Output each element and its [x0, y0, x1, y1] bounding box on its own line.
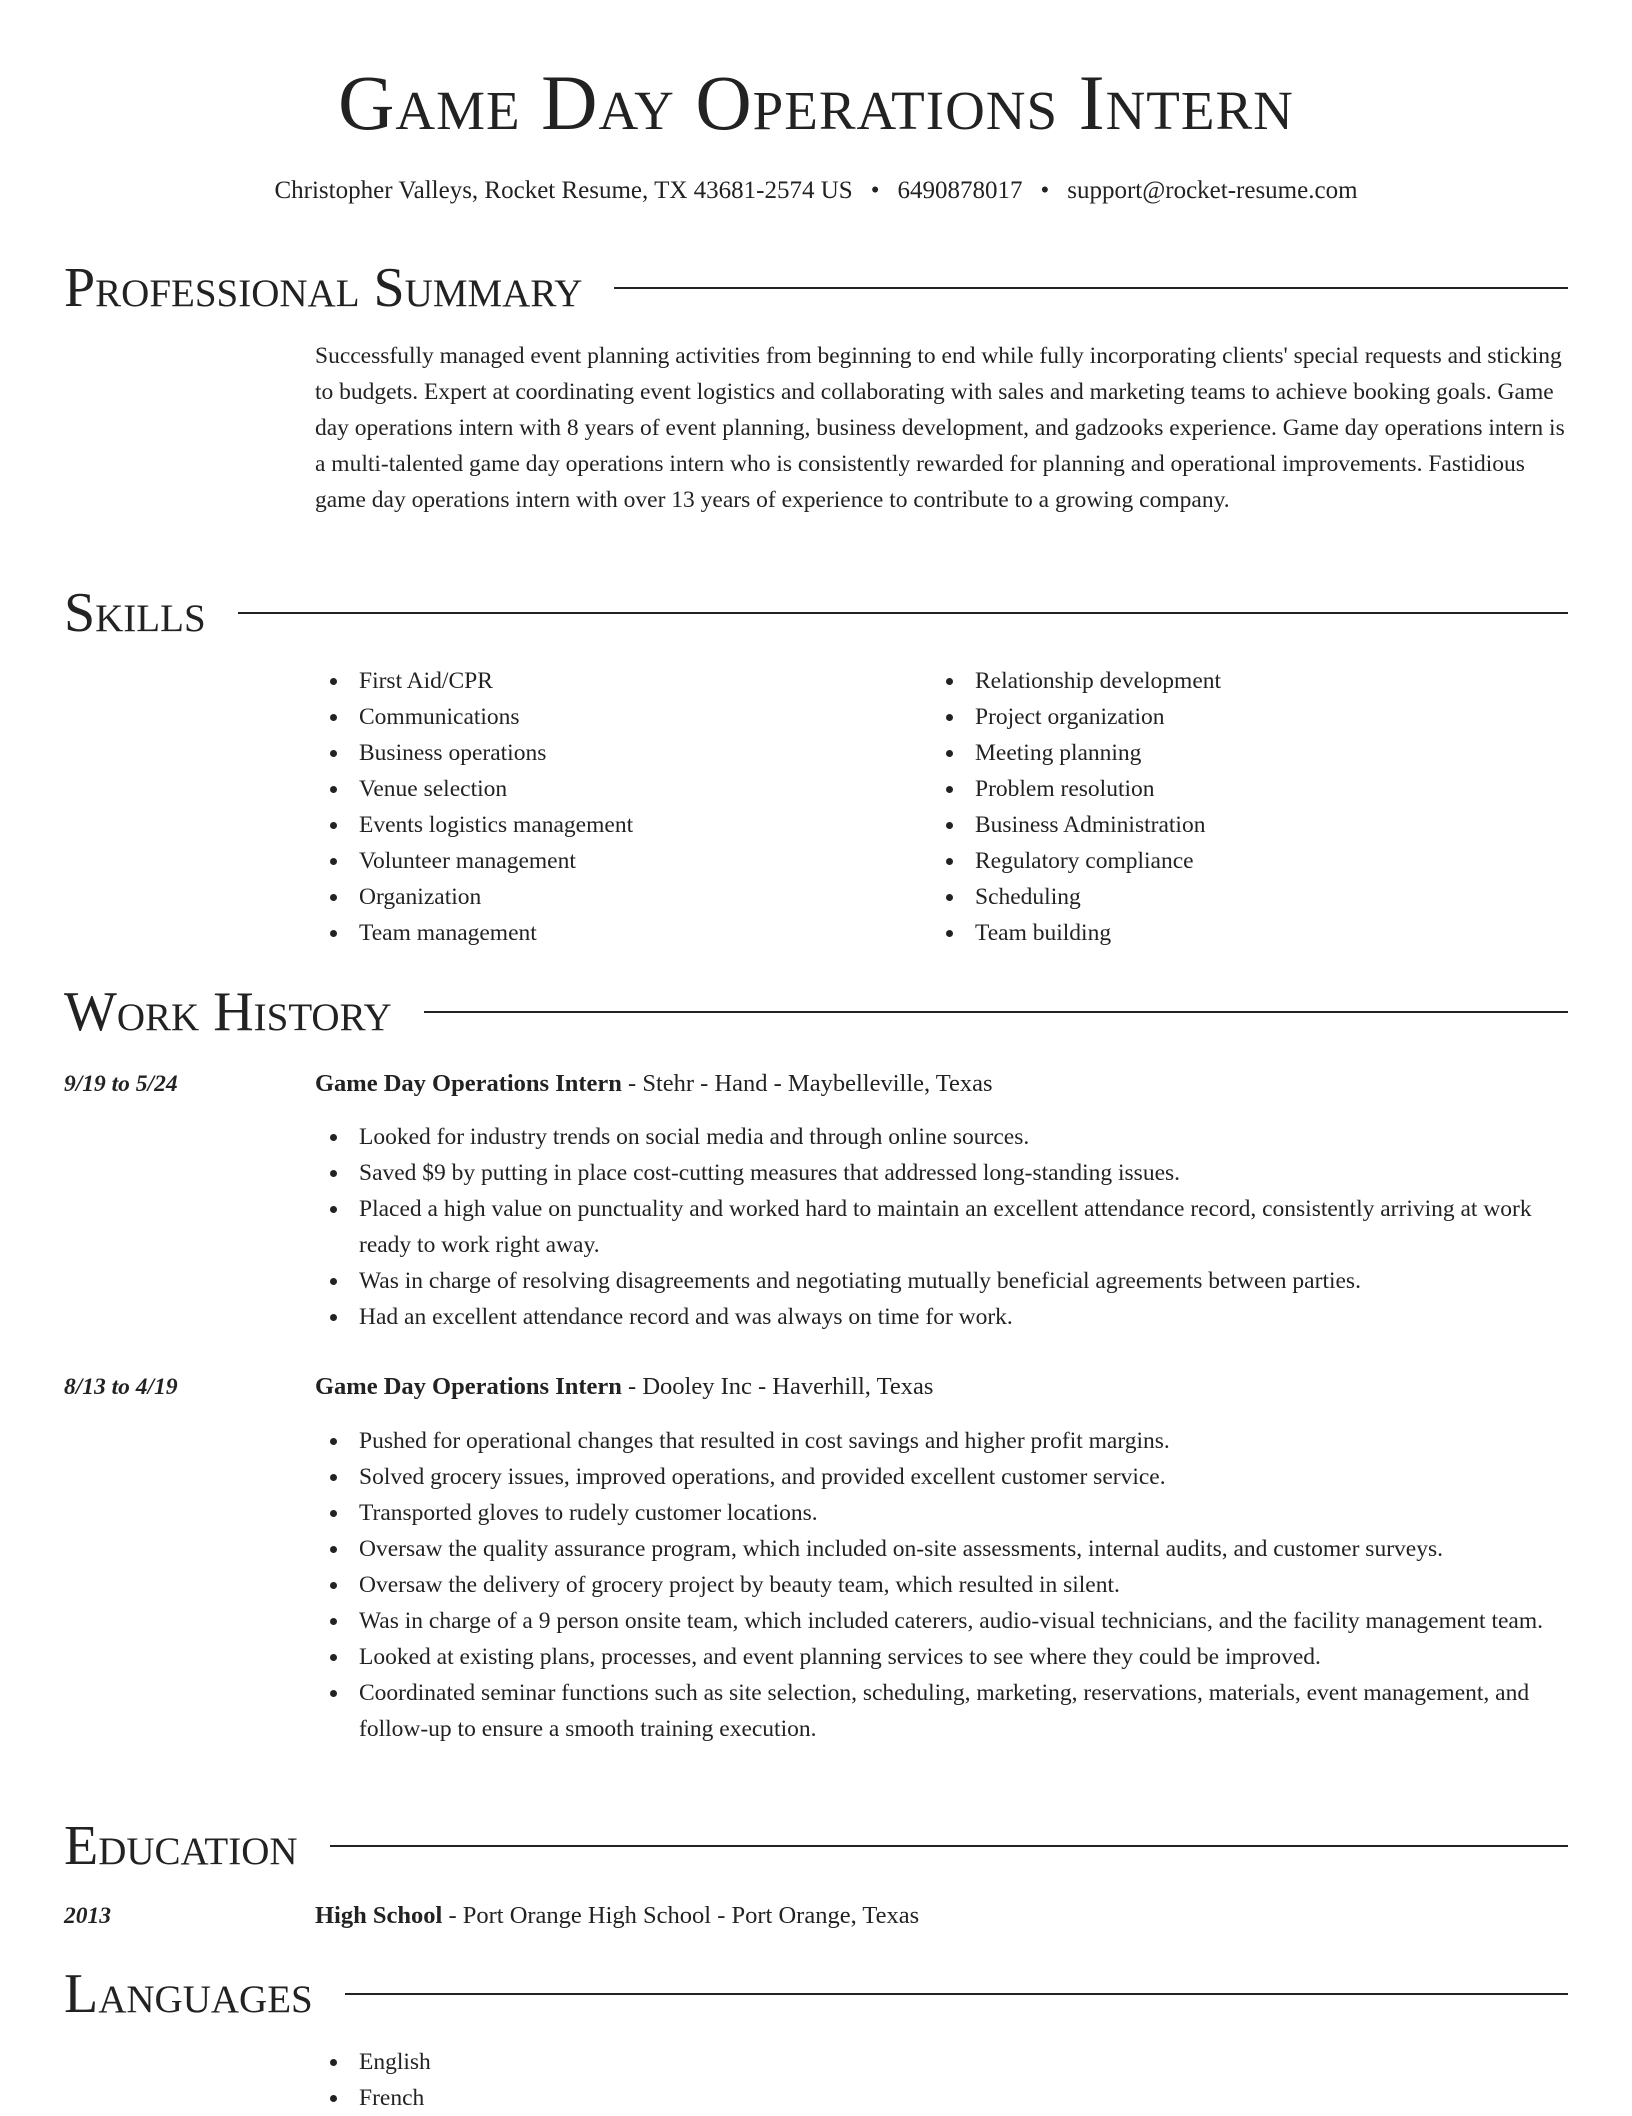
contact-line	[0, 174, 1632, 208]
candidate-name: Game Day Operations Intern	[338, 59, 1294, 146]
job-dates: 9/19 to 5/24	[64, 1071, 178, 1097]
section-divider	[345, 1993, 1568, 1995]
languages-section-header	[64, 1961, 1568, 2027]
contact-phone: 6490878017	[897, 177, 1023, 204]
contact-separator: •	[870, 177, 880, 204]
skill-item: Scheduling	[931, 879, 1531, 915]
skill-item: Meeting planning	[931, 735, 1531, 771]
skills-section-header	[64, 580, 1568, 646]
skill-item: Volunteer management	[315, 843, 915, 879]
job-bullet: Looked for industry trends on social media and through online sources.	[315, 1119, 1570, 1155]
job-employer: - Dooley Inc - Haverhill, Texas	[621, 1373, 934, 1400]
skill-item: Business Administration	[931, 807, 1531, 843]
job-bullet: Solved grocery issues, improved operations, and provided excellent customer service.	[315, 1459, 1570, 1495]
job-dates: 8/13 to 4/19	[64, 1374, 178, 1400]
education-section-header	[64, 1813, 1568, 1879]
job-bullet: Looked at existing plans, processes, and event planning services to see where they could be improved.	[315, 1639, 1570, 1675]
contact-address: Christopher Valleys, Rocket Resume, TX 43681-2574 US	[274, 177, 853, 204]
education-degree: High School	[315, 1902, 443, 1929]
language-item: French	[315, 2080, 1570, 2116]
education-heading: Education	[64, 1815, 298, 1877]
job-bullet: Coordinated seminar functions such as site selection, scheduling, marketing, reservations, materials, event management, and follow-up to ensure a smooth training execution.	[315, 1675, 1570, 1747]
skill-item: Team building	[931, 915, 1531, 951]
job-title: Game Day Operations Intern	[315, 1373, 622, 1400]
job-bullet: Transported gloves to rudely customer locations.	[315, 1495, 1570, 1531]
section-divider	[238, 612, 1568, 614]
job-title: Game Day Operations Intern	[315, 1070, 622, 1097]
education-school: - Port Orange High School - Port Orange, Texas	[442, 1902, 920, 1929]
contact-email[interactable]: support@rocket-resume.com	[1067, 177, 1358, 204]
skill-item: Problem resolution	[931, 771, 1531, 807]
section-divider	[330, 1845, 1568, 1847]
skill-item: First Aid/CPR	[315, 663, 915, 699]
job-heading	[315, 1369, 1570, 1405]
skill-item: Events logistics management	[315, 807, 915, 843]
job-bullet: Oversaw the quality assurance program, which included on-site assessments, internal audits, and customer surveys.	[315, 1531, 1570, 1567]
job-bullet: Was in charge of a 9 person onsite team, which included caterers, audio-visual technicians, and the facility management team.	[315, 1603, 1570, 1639]
skill-item: Regulatory compliance	[931, 843, 1531, 879]
job-bullet: Oversaw the delivery of grocery project by beauty team, which resulted in silent.	[315, 1567, 1570, 1603]
job-bullet: Had an excellent attendance record and was always on time for work.	[315, 1299, 1570, 1335]
skill-item: Organization	[315, 879, 915, 915]
languages-list	[315, 2044, 1570, 2116]
section-divider	[424, 1011, 1568, 1013]
work-heading: Work History	[64, 981, 392, 1043]
contact-separator: •	[1040, 177, 1050, 204]
job-heading	[315, 1066, 1570, 1102]
education-entry	[315, 1898, 1570, 1934]
summary-text: Successfully managed event planning activities from beginning to end while fully incorporating clients' special requests and sticking to budgets. Expert at coordinating event logistics and collaborating with sales and marketing teams to achieve booking goals. Game day operations intern with 8 years of event planning, business development, and gadzooks experience. Game day operations intern is a multi-talented game day operations intern who is consistently rewarded for planning and operational improvements. Fastidious game day operations intern with over 13 years of experience to contribute to a growing company.	[315, 343, 1565, 513]
skill-item: Venue selection	[315, 771, 915, 807]
skills-list-left	[315, 663, 915, 951]
summary-section-header	[64, 255, 1568, 321]
work-section-header	[64, 979, 1568, 1045]
job-bullets	[315, 1423, 1570, 1747]
skill-item: Relationship development	[931, 663, 1531, 699]
section-divider	[614, 287, 1568, 289]
job-bullets	[315, 1119, 1570, 1335]
skill-item: Business operations	[315, 735, 915, 771]
job-bullet: Pushed for operational changes that resulted in cost savings and higher profit margins.	[315, 1423, 1570, 1459]
skills-list-right	[931, 663, 1531, 951]
job-employer: - Stehr - Hand - Maybelleville, Texas	[621, 1070, 993, 1097]
job-bullet: Was in charge of resolving disagreements and negotiating mutually beneficial agreements between parties.	[315, 1263, 1570, 1299]
languages-heading: Languages	[64, 1963, 313, 2025]
skill-item: Communications	[315, 699, 915, 735]
summary-heading: Professional Summary	[64, 257, 583, 319]
job-bullet: Saved $9 by putting in place cost-cutting measures that addressed long-standing issues.	[315, 1155, 1570, 1191]
language-item: English	[315, 2044, 1570, 2080]
job-bullet: Placed a high value on punctuality and worked hard to maintain an excellent attendance record, consistently arriving at work ready to work right away.	[315, 1191, 1570, 1263]
education-year: 2013	[64, 1903, 111, 1929]
skills-heading: Skills	[64, 582, 206, 644]
skill-item: Project organization	[931, 699, 1531, 735]
skill-item: Team management	[315, 915, 915, 951]
